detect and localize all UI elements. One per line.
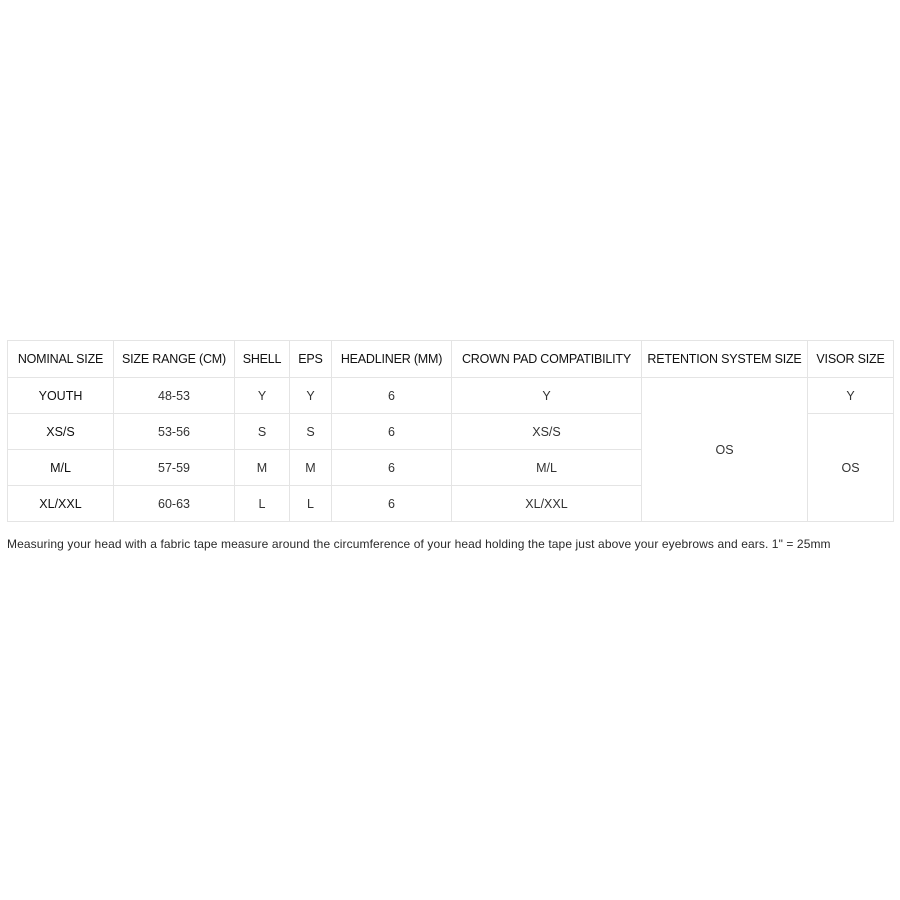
header-headliner: HEADLINER (MM) (332, 341, 452, 378)
cell-crown-pad: XS/S (452, 414, 642, 450)
header-retention-system: RETENTION SYSTEM SIZE (642, 341, 808, 378)
cell-crown-pad: XL/XXL (452, 486, 642, 522)
header-shell: SHELL (235, 341, 290, 378)
header-nominal-size: NOMINAL SIZE (8, 341, 114, 378)
header-eps: EPS (290, 341, 332, 378)
cell-range: 60-63 (114, 486, 235, 522)
table-row (8, 378, 894, 414)
cell-range: 57-59 (114, 450, 235, 486)
cell-nominal: XS/S (8, 414, 114, 450)
cell-shell: S (235, 414, 290, 450)
header-size-range: SIZE RANGE (CM) (114, 341, 235, 378)
cell-eps: M (290, 450, 332, 486)
cell-headliner: 6 (332, 378, 452, 414)
cell-shell: M (235, 450, 290, 486)
cell-range: 48-53 (114, 378, 235, 414)
cell-shell: Y (235, 378, 290, 414)
header-crown-pad: CROWN PAD COMPATIBILITY (452, 341, 642, 378)
cell-eps: S (290, 414, 332, 450)
cell-nominal: M/L (8, 450, 114, 486)
cell-range: 53-56 (114, 414, 235, 450)
measuring-note: Measuring your head with a fabric tape measure around the circumference of your head holding the tape just above your eyebrows and ears. 1" = 25mm (7, 537, 831, 551)
size-chart-table (7, 340, 894, 522)
cell-retention-system: OS (642, 378, 808, 522)
cell-visor-other: OS (808, 414, 894, 522)
cell-shell: L (235, 486, 290, 522)
header-visor-size: VISOR SIZE (808, 341, 894, 378)
cell-crown-pad: M/L (452, 450, 642, 486)
cell-eps: L (290, 486, 332, 522)
cell-headliner: 6 (332, 450, 452, 486)
header-row (8, 341, 894, 378)
cell-headliner: 6 (332, 486, 452, 522)
cell-nominal: XL/XXL (8, 486, 114, 522)
cell-headliner: 6 (332, 414, 452, 450)
cell-eps: Y (290, 378, 332, 414)
cell-nominal: YOUTH (8, 378, 114, 414)
cell-visor-youth: Y (808, 378, 894, 414)
cell-crown-pad: Y (452, 378, 642, 414)
